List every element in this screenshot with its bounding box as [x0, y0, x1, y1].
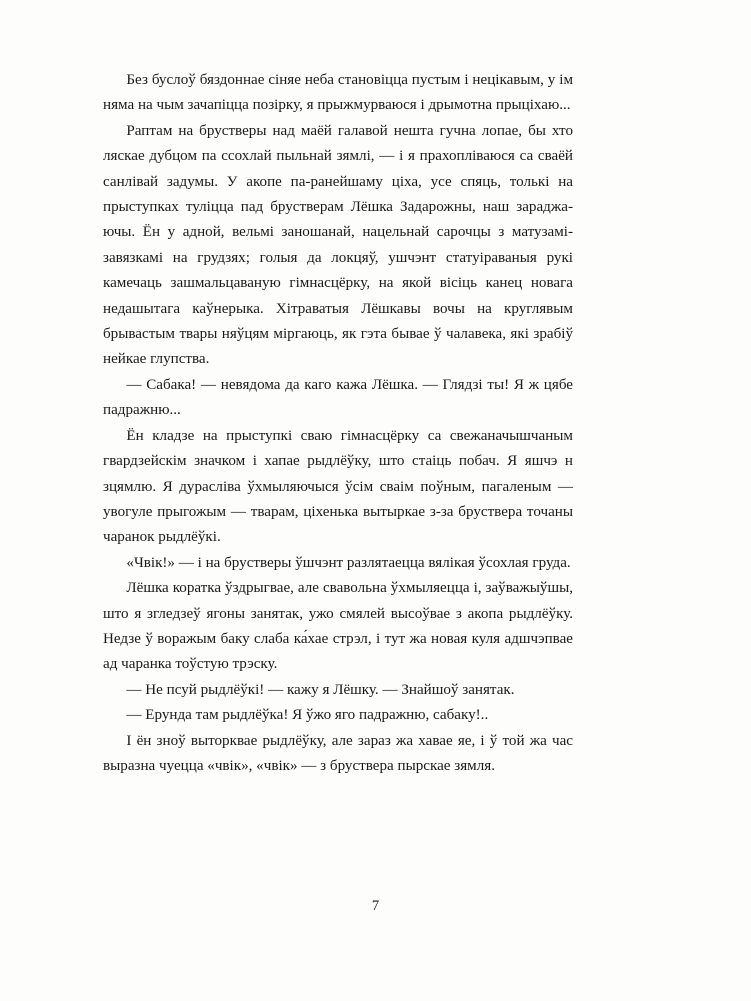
paragraph: Ён кладзе на прыступкі сваю гімнасцёрку са свежаначышчаным гвардзейскім значком і хапае рыдлёўку, што стаіць побач. Я яшчэ н зцямлю. Я дурасліва ўхмыляючыся ўсім сваім поўным, пагаленым — увогуле прыгожым — тварам, ціхенька вытыркае з-за бруствеpа точаны чаранок рыдлёўкі. [103, 427, 573, 546]
paragraph: — Не псуй рыдлёўкі! — кажу я Лёшку. — Знайшоў занятак. [126, 681, 515, 698]
page-number: 7 [371, 898, 380, 914]
paragraph: Лёшка коратка ўздрыгвае, але свавольна ўхмыляецца і, заўважыўшы, што я зглeдзеў ягоны занятак, ужо смялей высоўвае з акопа рыдлёўку. Недзе ў ворaжым баку слаба ка́хае стрэл, і тут жа новая куля адшчэпвае ад чаранка тоўстую трэску. [103, 580, 573, 673]
body-text-column [103, 68, 573, 779]
paragraph: — Ерунда там рыдлёўка! Я ўжо яго падражню, сабаку!.. [126, 707, 489, 724]
paragraph: Раптам на бруствеpы над маёй галавой нешта гучна лопае, бы хто ляскае дубцом па ссохлай пыльнай зямлі, — і я прахоплiваюся са сваёй санлівай задумы. У акопе па-ранейшаму ціха, усе спяць, толькі на прыступках туліцца пад бруствеpам Лёшка Задарожны, наш зараджаючы. Ён у адной, вельмі заношанай, нацельнай сарочцы з матузамі-завязкамі на грудзях; голыя да локцяў, ушчэнт статуіраваныя рукі камечаць зашмальцаваную гімнасцёрку, на якой вісіць канец новага недашытага каўнерыка. Хітраватыя Лёшкавы вочы на круглявым брывастым твары няўцям міргаюць, як гэта бывае ў чалавека, які зрабіў нейкае глупства. [103, 122, 573, 368]
paragraph: «Чвік!» — і на бруствеpы ўшчэнт разлятаецца вялікая ўсохлая груда. [126, 554, 571, 571]
paragraph: Без буслоў бяздоннае сіняе неба становіцца пустым і нецікавым, у ім няма на чым зачапіцца позірку, я прыжмурваюся і дрымотна прыціхаю... [103, 72, 573, 114]
paragraph: І ён зноў выторквае рыдлёўку, але зараз жа хавае яе, і ў той жа час выразна чуецца «чвік», «чвік» — з бруствеpа пырскае зямля. [103, 732, 573, 774]
paragraph: — Сабака! — невядома да каго кажа Лёшка. — Глядзі ты! Я ж цябе падражню... [103, 376, 573, 419]
